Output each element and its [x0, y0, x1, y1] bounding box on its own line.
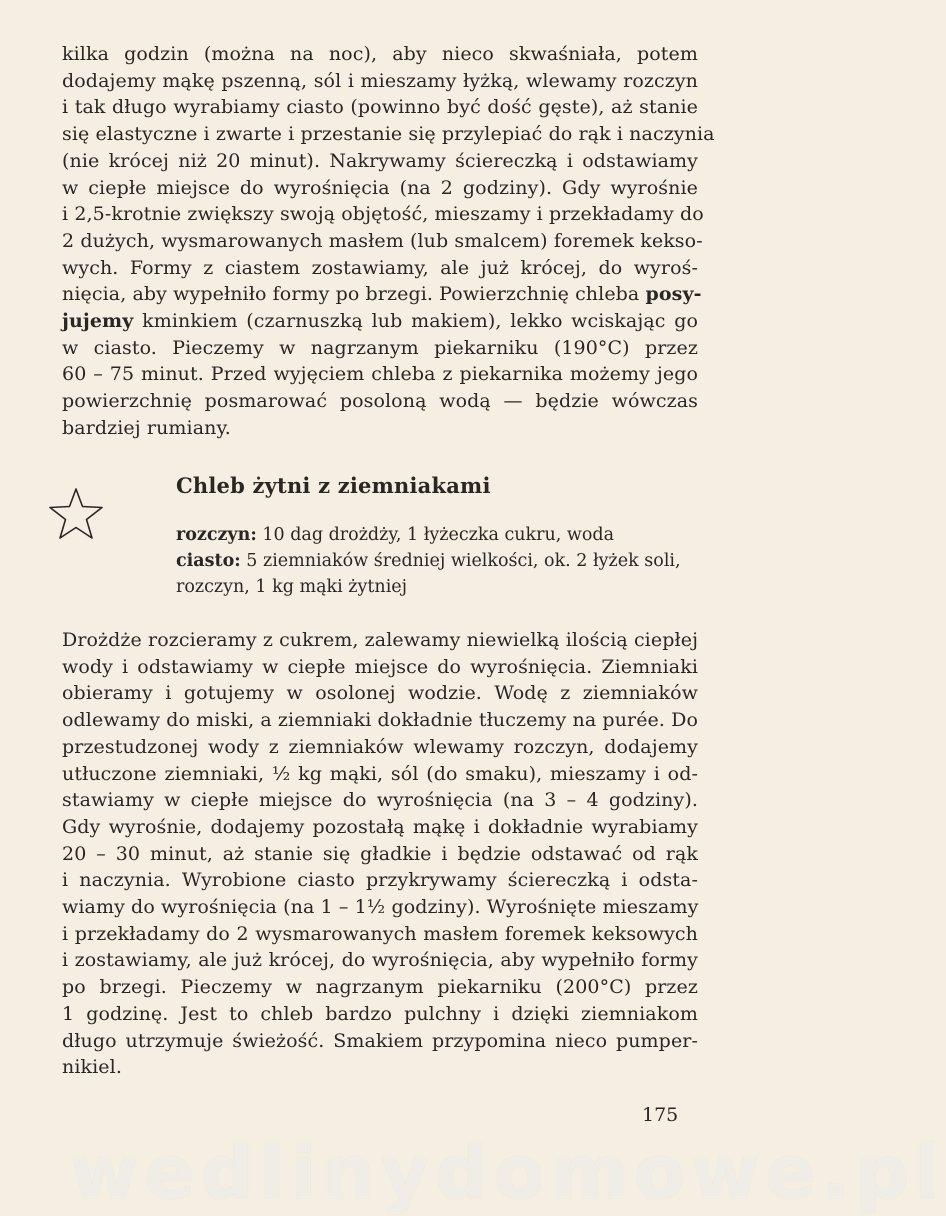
text-line: przestudzonej wody z ziemniaków wlewamy rozczyn, dodajemy: [62, 735, 698, 758]
ingredients-list: [176, 522, 698, 600]
text-line: wych. Formy z ciastem zostawiamy, ale już krócej, do wyroś-: [62, 256, 698, 279]
text-line: 60 – 75 minut. Przed wyjęciem chleba z piekarnika możemy jego: [62, 363, 698, 386]
text-line: obieramy i gotujemy w osolonej wodzie. Wodę z ziemniaków: [62, 682, 698, 705]
watermark: wedlinydomowe.pl: [70, 1130, 946, 1216]
text-line: Drożdże rozcieramy z cukrem, zalewamy niewielką ilością ciepłej: [62, 629, 699, 651]
text-line-with-bold: [62, 308, 698, 335]
text-line: (nie krócej niż 20 minut). Nakrywamy ściereczką i odstawiamy: [62, 149, 698, 172]
bold-term-start: posy-: [645, 283, 702, 306]
text-line: powierzchnię posmarować posoloną wodą — będzie wówczas: [62, 390, 698, 413]
text-line: wiamy do wyrośnięcia (na 1 – 1½ godziny). Wyrośnięte mieszamy: [62, 896, 699, 919]
method-paragraph: [62, 627, 698, 1081]
text-line: i przekładamy do 2 wysmarowanych masłem foremek keksowych: [62, 922, 698, 945]
text-fragment: nięcia, aby wypełniło formy po brzegi. Powierzchnię chleba: [62, 283, 640, 306]
text-line: długo utrzymuje świeżość. Smakiem przypomina nieco pumper-: [62, 1029, 698, 1052]
star-icon: [46, 486, 106, 542]
text-line: po brzegi. Pieczemy w nagrzanym piekarniku (200°C) przez: [62, 976, 698, 999]
recipe-title: Chleb żytni z ziemniakami: [176, 473, 491, 498]
text-line: w ciasto. Pieczemy w nagrzanym piekarniku (190°C) przez: [62, 336, 698, 359]
ingredient-text: 10 dag drożdży, 1 łyżeczka cukru, woda: [262, 525, 615, 545]
text-line: i naczynia. Wyrobione ciasto przykrywamy ściereczką i odsta-: [62, 869, 698, 892]
ingredient-line: [176, 522, 698, 548]
text-line: w ciepłe miejsce do wyrośnięcia (na 2 godziny). Gdy wyrośnie: [62, 176, 698, 199]
text-line: bardziej rumiany.: [62, 416, 231, 439]
text-line: odlewamy do miski, a ziemniaki dokładnie tłuczemy na purée. Do: [62, 709, 699, 732]
ingredient-line: [176, 574, 698, 600]
text-line: Gdy wyrośnie, dodajemy pozostałą mąkę i dokładnie wyrabiamy: [62, 815, 698, 838]
bold-term-end: jujemy: [62, 310, 134, 333]
page-number: 175: [642, 1104, 679, 1126]
text-line: i tak długo wyrabiamy ciasto (powinno być dość gęste), aż stanie: [62, 96, 698, 119]
text-line: dodajemy mąkę pszenną, sól i mieszamy łyżką, wlewamy rozczyn: [62, 69, 698, 92]
text-line: kilka godzin (można na noc), aby nieco skwaśniała, potem: [62, 43, 698, 65]
text-line: stawiamy w ciepłe miejsce do wyrośnięcia (na 3 – 4 godziny).: [62, 789, 698, 812]
ingredient-label: rozczyn:: [176, 525, 257, 545]
text-line-with-bold: [62, 281, 702, 308]
text-line: nikiel.: [62, 1056, 122, 1079]
text-line: i zostawiamy, ale już krócej, do wyrośnięcia, aby wypełniło formy: [62, 949, 698, 972]
text-line: 2 dużych, wysmarowanych masłem (lub smalcem) foremek kekso-: [62, 229, 703, 252]
ingredient-label: ciasto:: [176, 551, 241, 571]
text-fragment: kminkiem (czarnuszką lub makiem), lekko wciskając go: [142, 310, 698, 333]
text-line: 1 godzinę. Jest to chleb bardzo pulchny i dzięki ziemniakom: [62, 1002, 698, 1025]
ingredient-line: [176, 548, 698, 574]
text-line: utłuczone ziemniaki, ½ kg mąki, sól (do smaku), mieszamy i od-: [62, 762, 698, 785]
ingredient-text: rozczyn, 1 kg mąki żytniej: [176, 577, 408, 597]
text-line: i 2,5-krotnie zwiększy swoją objętość, mieszamy i przekładamy do: [62, 203, 704, 226]
text-line: 20 – 30 minut, aż stanie się gładkie i będzie odstawać od rąk: [62, 842, 698, 865]
top-paragraph: [62, 41, 715, 442]
text-line: wody i odstawiamy w ciepłe miejsce do wyrośnięcia. Ziemniaki: [62, 655, 698, 678]
text-line: się elastyczne i zwarte i przestanie się przylepiać do rąk i naczynia: [62, 123, 715, 146]
ingredient-text: 5 ziemniaków średniej wielkości, ok. 2 łyżek soli,: [246, 551, 681, 571]
